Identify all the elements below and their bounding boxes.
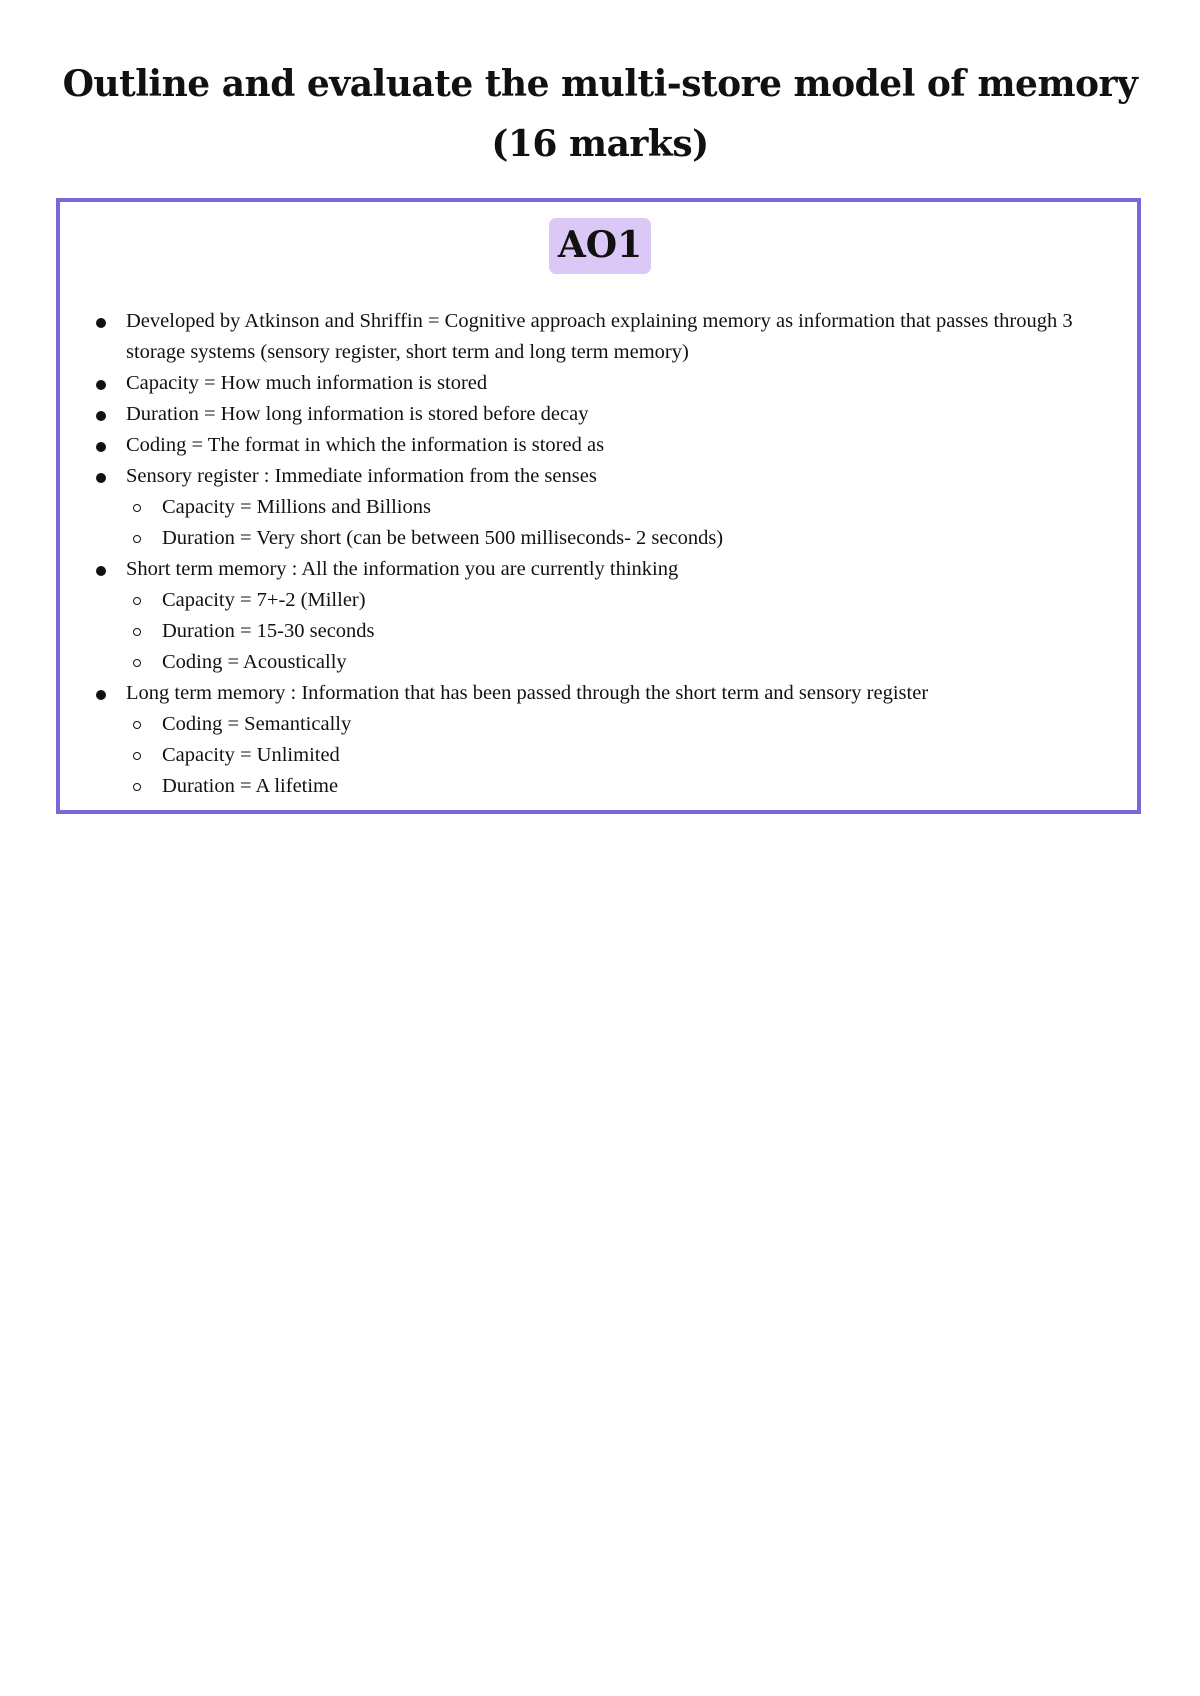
sub-list-item: Duration = A lifetime [94, 771, 1134, 802]
sub-list-item: Duration = Very short (can be between 500 milliseconds- 2 seconds) [94, 523, 1134, 554]
list-item: Duration = How long information is stored before decay [94, 399, 1134, 430]
sub-list-item: Coding = Acoustically [94, 647, 1134, 678]
list-item: Coding = The format in which the information is stored as [94, 430, 1134, 461]
list-item: Capacity = How much information is stored [94, 368, 1134, 399]
page-title [40, 54, 1160, 174]
list-item: Sensory register : Immediate information from the senses [94, 461, 1134, 492]
page-title-line-2: (16 marks) [491, 123, 709, 165]
ao1-notes-list [94, 306, 1134, 802]
sub-list-item: Duration = 15-30 seconds [94, 616, 1134, 647]
list-item: Short term memory : All the information you are currently thinking [94, 554, 1134, 585]
sub-list-item: Coding = Semantically [94, 709, 1134, 740]
sub-list-item: Capacity = Millions and Billions [94, 492, 1134, 523]
ao1-heading-wrap [0, 218, 1200, 274]
list-item: Long term memory : Information that has been passed through the short term and sensory register [94, 678, 1134, 709]
list-item: Developed by Atkinson and Shriffin = Cognitive approach explaining memory as information that passes through 3 storage systems (sensory register, short term and long term memory) [94, 306, 1134, 368]
sub-list-item: Capacity = 7+-2 (Miller) [94, 585, 1134, 616]
ao1-heading-badge: AO1 [549, 218, 651, 274]
page-title-line-1: Outline and evaluate the multi-store model of memory [62, 63, 1138, 105]
sub-list-item: Capacity = Unlimited [94, 740, 1134, 771]
